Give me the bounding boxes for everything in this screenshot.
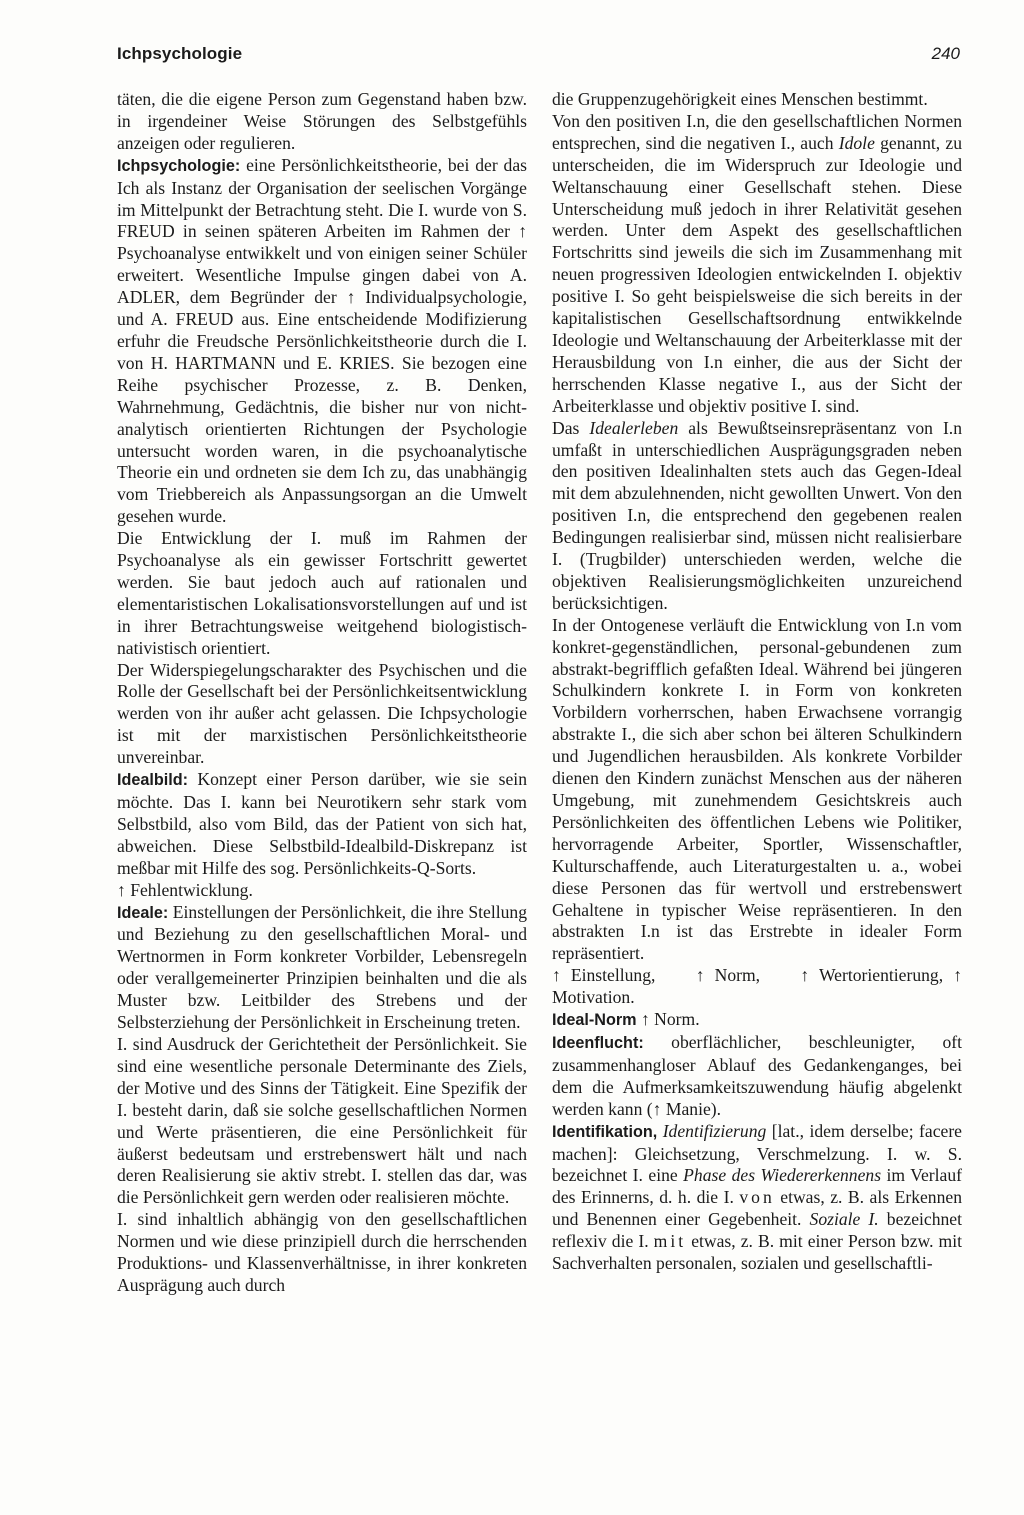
- text-run: als Bewußtseinsrepräsentanz von I.n umfaßt in unterschiedlichen Ausprägungsgraden neben den positiven Idealinhalten stets auch das Gegen-Ideal mit dem abzulehnenden, nicht gewollten Unwert. Von den positiven I.n, die entsprechend den gegebenen realen Bedingungen realisierbar sind, müssen nicht realisierbare I. (Trugbilder) unterschieden werden, welche die objektiven Realisierungsmöglichkeiten unzureichend berücksichtigen.: [552, 417, 963, 613]
- spaced-emphasis: von: [739, 1187, 775, 1208]
- left-column: [117, 89, 527, 1297]
- text-run: Das: [552, 417, 590, 438]
- text-run: [lat., idem derselbe; facere machen]: Gleichsetzung, Verschmelzung. I. w. S. bezeichnet I. eine: [552, 1120, 962, 1186]
- entry-term: Identifikation,: [552, 1122, 658, 1141]
- paragraph: I. sind inhaltlich abhängig von den gesellschaftlichen Normen und wie diese prinzipiell durch die herrschenden Produktions- und Klassenverhältnisse, in ihrer konkreten Ausprägung auch durch: [117, 1209, 527, 1295]
- text-run: im Verlauf des Erinnerns, d. h. die I.: [552, 1165, 963, 1208]
- emphasis: Phase des Wiedererkennens: [683, 1165, 882, 1186]
- right-column: [552, 89, 967, 1275]
- entry-text: Konzept einer Person darüber, wie sie sein möchte. Das I. kann bei Neurotikern sehr stark vom Selbstbild, also vom Bild, das der Patient von sich hat, abweichen. Diese Selbstbild-Idealbild-Diskrepanz ist meßbar mit Hilfe des sog. Persönlichkeits-Q-Sorts.: [117, 769, 527, 878]
- emphasis: Idole: [838, 132, 875, 153]
- entry-term-variant: Identifizierung: [662, 1120, 767, 1141]
- spaced-emphasis: mit: [653, 1231, 687, 1252]
- paragraph: Der Widerspiegelungscharakter des Psychischen und die Rolle der Gesellschaft bei der Persönlichkeitsentwicklung werden von ihr außer acht gelassen. Die Ichpsychologie ist mit der marxistischen Persönlichkeitstheorie unvereinbar.: [117, 659, 527, 768]
- text-run: Von den positiven I.n, die den gesellschaftlichen Normen entsprechen, sind die negativen I., auch: [552, 110, 962, 153]
- text-run: etwas, z. B. als Erkennen und Benennen einer Gegebenheit.: [552, 1187, 962, 1230]
- entry-ideenflucht: [552, 1032, 962, 1121]
- page-number: 240: [931, 44, 960, 63]
- emphasis: Idealerleben: [589, 417, 679, 438]
- cross-reference: ↑ Fehlentwicklung.: [117, 879, 253, 900]
- running-head: Ichpsychologie: [117, 44, 243, 63]
- text-run: genannt, zu unterscheiden, die im Widerspruch zur Ideologie und Weltanschauung einer Gesellschaft stehen. Diese Unterscheidung muß jedoch in ihrer Relativität gesehen werden. Unter dem Aspekt des gesellschaftlichen Fortschritts sind jeweils die sich im Zusammenhang mit neuen progressiven Ideologien entwickelnden I. objektiv positive I. So geht beispielsweise die sich bereits in der kapitalistischen Gesellschaftsordnung entwikkelnde Ideologie und Weltanschauung der Arbeiterklasse mit der Herausbildung von I.n einher, die aus der Sicht der herrschenden Klasse negative I., aus der Sicht der Arbeiterklasse und objektiv positive I. sind.: [552, 132, 962, 416]
- entry-text: ↑ Norm.: [636, 1009, 700, 1030]
- entry-term: Ideenflucht:: [552, 1033, 644, 1052]
- paragraph: [552, 111, 962, 418]
- paragraph: [552, 418, 962, 615]
- paragraph: Die Entwicklung der I. muß im Rahmen der Psychoanalyse als ein gewisser Fortschritt gewertet werden. Sie baut jedoch auch auf rationalen und elementaristischen Lokalisationsvorstellungen auf und ist in ihrer Betrachtungsweise weitgehend biologistisch-nativistisch orientiert.: [117, 528, 527, 658]
- entry-text: eine Persönlichkeitstheorie, bei der das Ich als Instanz der Organisation der seelischen Vorgänge im Mittelpunkt der Betrachtung steht. Die I. wurde von S. FREUD in seinen späteren Arbeiten im Rahmen der ↑ Psychoanalyse entwikkelt und von einigen seiner Schüler erweitert. Wesentliche Impulse gingen dabei von A. ADLER, dem Begründer der ↑ Individualpsychologie, und A. FREUD aus. Eine entscheidende Modifizierung erfuhr die Freudsche Persönlichkeitstheorie durch die I. von H. HARTMANN und E. KRIES. Sie bezogen eine Reihe psychischer Prozesse, z. B. Denken, Wahrnehmung, Gedächtnis, die bisher nur von nicht-analytisch orientierten Richtungen der Psychologie untersucht worden waren, in die psychoanalytische Theorie ein und ordneten sie dem Ich zu, das unabhängig vom Triebbereich als Anpassungsorgan an die Umwelt gesehen wurde.: [117, 154, 527, 527]
- paragraph: In der Ontogenese verläuft die Entwicklung von I.n vom konkret-gegenständlichen, personal-gebundenen zum abstrakt-begrifflich gefaßten Ideal. Während bei jüngeren Schulkindern konkrete I. in Form von konkreten Vorbildern vorherrschen, haben Erwachsene vorrangig abstrakte I., die sich aber schon bei älteren Schulkindern und Jugendlichen herausbilden. Als konkrete Vorbilder dienen den Kindern zunächst Menschen aus der näheren Umgebung, mit zunehmendem Gesichtskreis auch Persönlichkeiten des öffentlichen Lebens wie Politiker, hervorragende Arbeiter, Sportler, Wissenschaftler, Kulturschaffende, auch Literaturgestalten u. a., wobei diese Personen das für wertvoll und erstrebenswert Gehaltene in typischer Weise repräsentieren. In den abstrakten I.n ist das Erstrebte in idealer Form repräsentiert.: [552, 614, 962, 964]
- text-run: etwas, z. B. mit einer Person bzw. mit Sachverhalten personalen, sozialen und gesellschaftli-: [552, 1231, 962, 1274]
- emphasis: Soziale I.: [809, 1209, 879, 1230]
- entry-term: Ichpsychologie:: [117, 156, 241, 175]
- entry-identifikation: [552, 1121, 962, 1275]
- paragraph: I. sind Ausdruck der Gerichtetheit der Persönlichkeit. Sie sind eine wesentliche personale Determinante des Ziels, der Motive und des Sinns der Tätigkeit. Eine Spezifik der I. besteht darin, daß sie solche gesellschaftlichen Normen und Werte präsentieren, die eine Persönlichkeit für äußerst bedeutsam und erstrebenswert hält und nach deren Realisierung sie aktiv strebt. I. stellen das dar, was die Persönlichkeit gern werden oder realisieren möchte.: [117, 1033, 527, 1208]
- entry-term: Ideale:: [117, 903, 169, 922]
- entry-ideal-norm: [552, 1009, 962, 1032]
- entry-idealbild: [117, 769, 527, 880]
- entry-ichpsychologie: [117, 155, 527, 528]
- entry-term: Ideal-Norm: [552, 1011, 637, 1030]
- paragraph-continuation: die Gruppenzugehörigkeit eines Menschen bestimmt.: [552, 89, 928, 109]
- text-run: bezeichnet reflexiv die I.: [552, 1209, 962, 1252]
- entry-ideale: [117, 902, 527, 1034]
- entry-text: Einstellungen der Persönlichkeit, die ihre Stellung und Beziehung zu den gesellschaftlichen Moral- und Wertnormen in Form konkreter Vorbilder, Lebensregeln oder verallgemeinerter Prinzipien beinhalten und die als Muster bzw. Leitbilder des Strebens und der Selbsterziehung der Persönlichkeit in Erscheinung treten.: [117, 901, 527, 1033]
- cross-reference: ↑ Einstellung, ↑ Norm, ↑ Wertorientierung, ↑ Motivation.: [552, 965, 967, 1008]
- paragraph-continuation: täten, die die eigene Person zum Gegenstand haben bzw. in irgendeiner Weise Störungen des Selbstgefühls anzeigen oder regulieren.: [117, 89, 527, 153]
- entry-text: oberflächlicher, beschleunigter, oft zusammenhangloser Ablauf des Gedankenganges, bei dem die Aufmerksamkeitszuwendung häufig abgelenkt werden kann (↑ Manie).: [552, 1031, 962, 1119]
- entry-term: Idealbild:: [117, 771, 189, 790]
